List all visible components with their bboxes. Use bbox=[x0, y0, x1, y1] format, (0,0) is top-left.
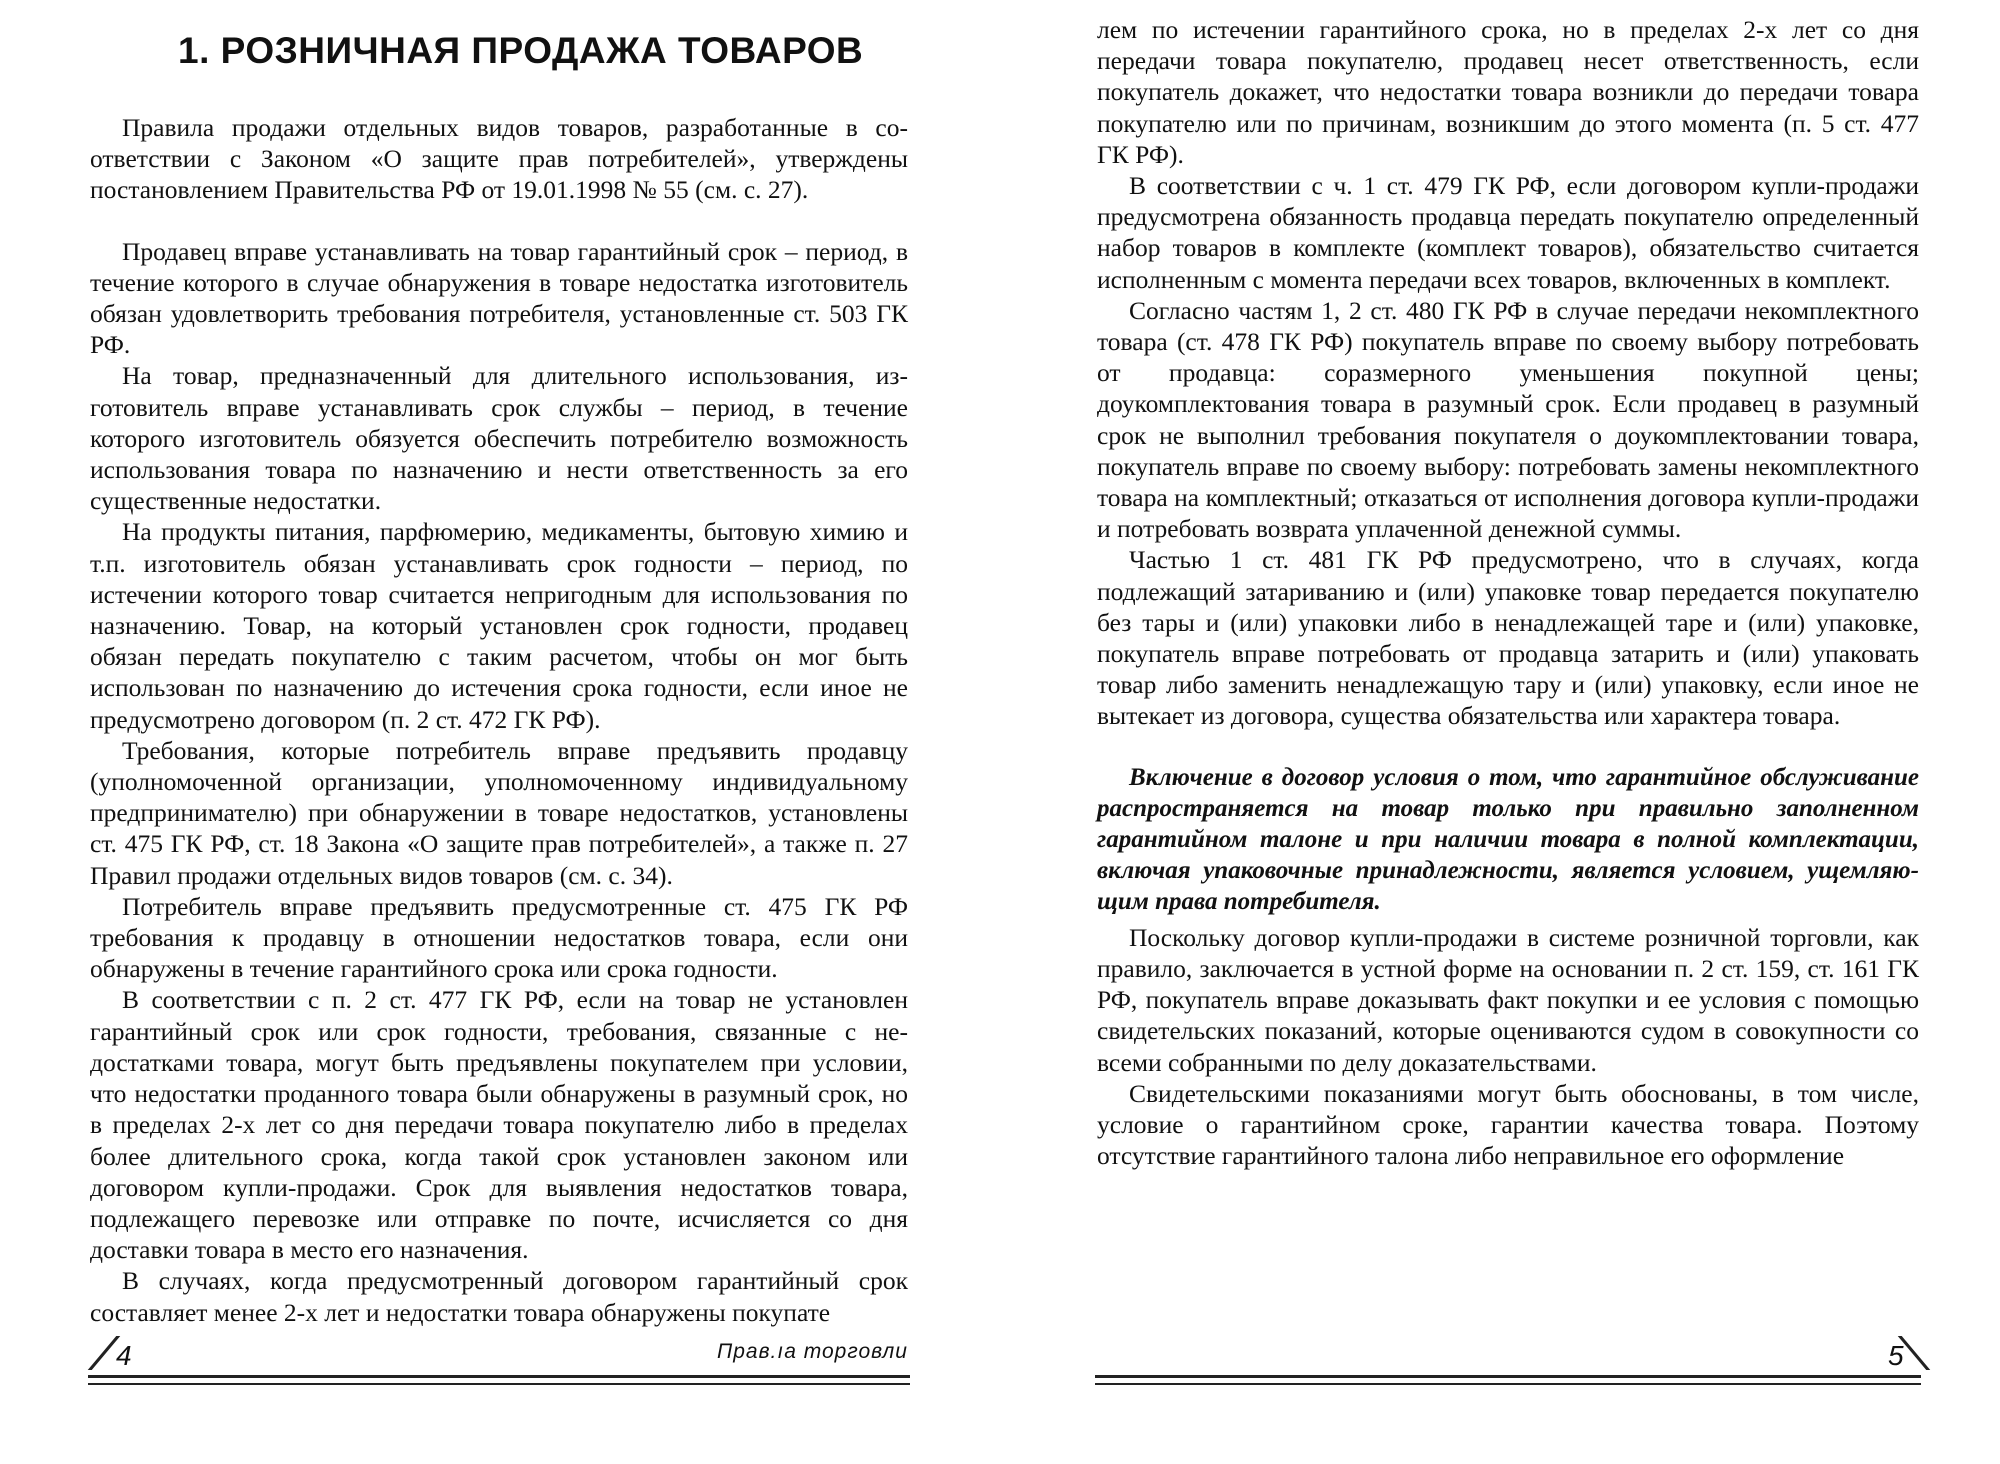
paragraph: лем по истечении гарантийного срока, но в пределах 2-х лет со дня передачи товара покупателю, продавец несет ответственность, если покупатель докажет, что недостатки товара возникли до передачи товара покупателю или по причинам, возникшим до этого момента (п. 5 ст. 477 ГК РФ). bbox=[1097, 15, 1919, 169]
paragraph: Потребитель вправе предъявить предусмотренные ст. 475 ГК РФ требования к продавцу в отношении недостатков товара, если они обнаружены в течение гарантийного срока или срока годности. bbox=[90, 891, 908, 984]
footer-rule bbox=[1095, 1383, 1921, 1385]
right-text-column bbox=[1097, 14, 1919, 1171]
paragraph: В соответствии с ч. 1 ст. 479 ГК РФ, если договором купли-продажи предусмотрена обязанность продавца передать покупателю определенный набор товаров в комплекте (комплект товаров), обязательство считается исполненным с момента передачи всех товаров, включенных в комплект. bbox=[1097, 171, 1919, 294]
chapter-title: 1. РОЗНИЧНАЯ ПРОДАЖА ТОВАРОВ bbox=[178, 30, 864, 71]
paragraph: Частью 1 ст. 481 ГК РФ предусмотрено, что в случаях, когда подлежащий затариванию и (или) упаковке товар передается покупателю без тары и (или) упаковки либо в ненадлежащей таре и (или) упаковке, покупатель вправе потребовать от продавца затарить и (или) упаковать товар либо заменить ненадлежащую тару и (или) упаковку, если иное не вытекает из договора, существа обязательства или характера товара. bbox=[1097, 545, 1919, 731]
footer-rule bbox=[1095, 1375, 1921, 1378]
paragraph: На продукты питания, парфюмерию, медикаменты, бытовую химию и т.п. изготовитель обязан устанавливать срок годности – период, по истечении которого товар считается непригодным для использования по назначению. Товар, на который установлен срок годности, продавец обязан передать покупателю с таким расчетом, чтобы он мог быть использован по назначению до истечения срока годности, если иное не предусмотрено договором (п. 2 ст. 472 ГК РФ). bbox=[90, 517, 908, 734]
highlighted-note: Включение в договор условия о том, что гарантийное обслуживание распространяется на товар только при правильно заполненном гарантийном талоне и при наличии товара в полной комплектации, включая упаковочные принадлежности, является условием, ущемляющим права потребителя. bbox=[1097, 763, 1919, 916]
footer-rule bbox=[88, 1375, 910, 1378]
paragraph: Продавец вправе устанавливать на товар гарантийный срок – период, в течение которого в случае обнаружения в товаре недостатка изготовитель обязан удовлетворить требования потребителя, установленные ст. 503 ГК РФ. bbox=[90, 236, 908, 360]
page-number: 4 bbox=[116, 1340, 132, 1371]
paragraph: Свидетельскими показаниями могут быть обоснованы, в том числе, условие о гарантийном сроке, гарантии качества товара. Поэтому отсутствие гарантийного талона либо неправильное его оформление bbox=[1097, 1078, 1919, 1171]
footer-rule bbox=[88, 1383, 910, 1385]
paragraph: В случаях, когда предусмотренный договором гарантийный срок составляет менее 2-х лет и недостатки товара обнаружены покупате bbox=[90, 1266, 908, 1327]
left-text-column bbox=[90, 112, 908, 1328]
paragraph: Требования, которые потребитель вправе предъявить продавцу (уполномоченной организации, уполномоченному индивидуальному предпринимателю) при обнаружении в товаре недостатков, установлены ст. 475 ГК РФ, ст. 18 Закона «О защите прав потребителей», а также п. 27 Правил продажи отдельных видов товаров (см. с. 34). bbox=[90, 735, 908, 890]
right-page bbox=[1000, 0, 2000, 1464]
page-number: 5 bbox=[1888, 1340, 1904, 1371]
paragraph: Согласно частям 1, 2 ст. 480 ГК РФ в случае передачи некомплектного товара (ст. 478 ГК РФ) покупатель вправе по своему выбору потребовать от продавца: соразмерного уменьшения покупной цены; доукомплектования товара в разумный срок. Если продавец в разумный срок не выполнил требования покупателя о доукомплектовании товара, покупатель вправе по своему выбору: потребовать замены некомплектного товара на комплектный; отказаться от исполнения договора купли-продажи и потребовать возврата уплаченной денежной суммы. bbox=[1097, 295, 1919, 544]
paragraph: В соответствии с п. 2 ст. 477 ГК РФ, если на товар не установлен гарантийный срок или срок годности, требования, связанные с недостатками товара, могут быть предъявлены покупателем при условии, что недостатки проданного товара были обнаружены в разумный срок, но в пределах 2-х лет со дня передачи товара покупателю либо в пределах более длительного срока, когда такой срок установлен законом или договором купли-продажи. Срок для выявления недостатков товара, подлежащего перевозке или отправке по почте, исчисляется со дня доставки товара в место его назначения. bbox=[90, 985, 908, 1265]
running-title: Прав.ıа торговли bbox=[717, 1340, 908, 1363]
paragraph: Поскольку договор купли-продажи в системе розничной торговли, как правило, заключается в устной форме на основании п. 2 ст. 159, ст. 161 ГК РФ, покупатель вправе доказывать факт покупки и ее условия с помощью свидетельских показаний, которые оцениваются судом в совокупности со всеми собранными по делу доказательствами. bbox=[1097, 922, 1919, 1077]
paragraph: На товар, предназначенный для длительного использования, изготовитель вправе устанавливать срок службы – период, в течение которого изготовитель обязуется обеспечить потребителю возможность использования товара по назначению и нести ответственность за его существенные недостатки. bbox=[90, 361, 908, 516]
paragraph: Правила продажи отдельных видов товаров, разработанные в соответствии с Законом «О защите прав потребителей», утверждены постановлением Правительства РФ от 19.01.1998 № 55 (см. с. 27). bbox=[90, 113, 908, 205]
